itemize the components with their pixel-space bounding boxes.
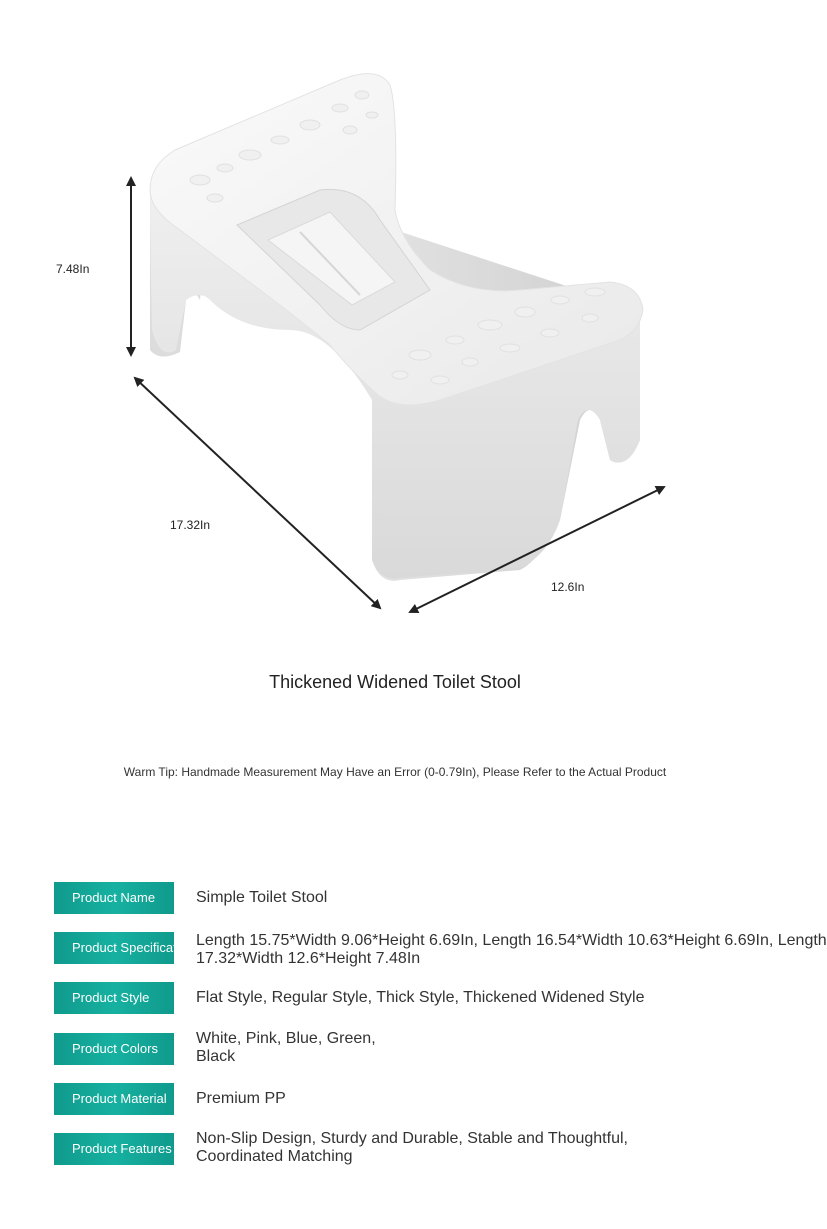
length-arrow — [135, 378, 380, 608]
spec-value: Simple Toilet Stool — [196, 889, 328, 906]
spec-label: Product Name — [54, 882, 174, 914]
stool-top-surface — [150, 74, 643, 405]
width-label: 12.6In — [551, 580, 585, 594]
spec-value: White, Pink, Blue, Green, Black — [196, 1030, 376, 1065]
spec-label: Product Material — [54, 1083, 174, 1115]
spec-value: Flat Style, Regular Style, Thick Style, Thickened Widened Style — [196, 989, 645, 1006]
spec-label: Product Colors — [54, 1033, 174, 1065]
product-title: Thickened Widened Toilet Stool — [269, 672, 521, 692]
spec-label: Product Style — [54, 982, 174, 1014]
toilet-stool-illustration — [0, 0, 790, 640]
spec-row-name — [54, 882, 790, 916]
height-label: 7.48In — [56, 262, 90, 276]
spec-row-material — [54, 1083, 790, 1117]
spec-value: Length 15.75*Width 9.06*Height 6.69In, Length 16.54*Width 10.63*Height 6.69In, Length 17.32*Width 12.6*Height 7.48In — [196, 932, 827, 967]
product-figure — [0, 0, 790, 640]
spec-row-features — [54, 1130, 790, 1169]
spec-row-style — [54, 982, 790, 1016]
spec-label: Product Features — [54, 1133, 174, 1165]
spec-row-colors — [54, 1030, 790, 1069]
spec-label: Product Specifications — [54, 932, 174, 964]
spec-row-specifications — [54, 932, 827, 967]
spec-value: Premium PP — [196, 1090, 286, 1107]
measurement-tip: Warm Tip: Handmade Measurement May Have an Error (0-0.79In), Please Refer to the Actual Product — [123, 765, 667, 779]
spec-value: Non-Slip Design, Sturdy and Durable, Stable and Thoughtful, Coordinated Matching — [196, 1130, 628, 1165]
length-label: 17.32In — [170, 518, 211, 532]
